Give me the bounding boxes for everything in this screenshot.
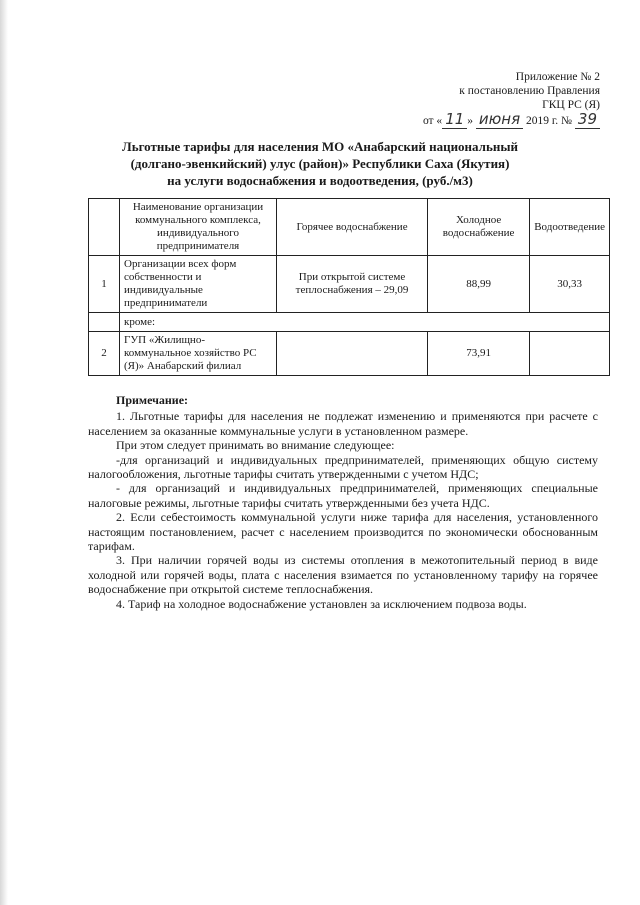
table-row (89, 332, 610, 376)
note-paragraph: -для организаций и индивидуальных предпринимателей, применяющих общую систему налогообложения, льготные тарифы считать утвержденными с учетом НДС; (88, 452, 598, 482)
note-paragraph: 2. Если себестоимость коммунальной услуги ниже тарифа для населения, установленного настоящим постановлением, расчет с населением производится по экономически обоснованным тарифам. (88, 510, 598, 554)
title-line3: на услуги водоснабжения и водоотведения, (руб./м3) (167, 173, 473, 188)
row-number: 2 (89, 332, 120, 376)
annex-line2: к постановлению Правления (459, 85, 600, 97)
title-line1: Льготные тарифы для населения МО «Анабарский национальный (122, 139, 518, 154)
row-hot-water (277, 332, 428, 376)
notes-section (88, 393, 598, 611)
header-cell-sewerage: Водоотведение (530, 199, 610, 256)
date-mid: » (467, 115, 474, 127)
header-cell-cold-water: Холодное водоснабжение (428, 199, 530, 256)
header-cell-num (89, 199, 120, 256)
header-cell-org: Наименование организации коммунального комплекса, индивидуального предпринимателя (120, 199, 277, 256)
note-paragraph: 1. Льготные тарифы для населения не подлежат изменению и применяются при расчете с населением за оказанные коммунальные услуги в установленном размере. (88, 409, 598, 438)
date-month: июня (476, 110, 523, 129)
except-label: кроме: (120, 313, 610, 332)
row-org: ГУП «Жилищно-коммунальное хозяйство РС (Я)» Анабарский филиал (120, 332, 277, 376)
except-row (89, 313, 610, 332)
notes-heading: Примечание: (116, 393, 189, 407)
document-title (80, 138, 560, 189)
annex-date-line (423, 112, 600, 128)
row-sewerage: 30,33 (530, 256, 610, 313)
title-line2: (долгано-эвенкийский) улус (район)» Республики Саха (Якутия) (130, 156, 510, 171)
tariff-table (88, 198, 610, 376)
annex-header (423, 70, 600, 128)
table-header-row (89, 199, 610, 256)
scan-edge-shadow (0, 0, 8, 905)
note-paragraph: При этом следует принимать во внимание следующее: (116, 438, 395, 453)
row-number: 1 (89, 256, 120, 313)
date-day: 11 (442, 110, 467, 129)
table-row (89, 256, 610, 313)
date-year: 2019 г. № (526, 115, 573, 127)
date-prefix: от « (422, 115, 443, 127)
row-cold-water: 88,99 (428, 256, 530, 313)
annex-title: Приложение № 2 (515, 71, 600, 83)
note-paragraph: 4. Тариф на холодное водоснабжение установлен за исключением подвоза воды. (116, 596, 527, 611)
except-row-num (89, 313, 120, 332)
note-paragraph: - для организаций и индивидуальных предпринимателей, применяющих специальные налоговые режимы, льготные тарифы считать утвержденными без учета НДС. (88, 481, 598, 510)
row-org: Организации всех форм собственности и индивидуальные предприниматели (120, 256, 277, 313)
row-hot-water: При открытой системе теплоснабжения – 29,09 (277, 256, 428, 313)
date-number: 39 (575, 110, 600, 129)
note-paragraph: 3. При наличии горячей воды из системы отопления в межотопительный период в виде холодной или горячей воды, плата с населения взимается по установленному тарифу на горячее водоснабжение при открытой системе теплоснабжения. (88, 553, 598, 597)
annex-org: ГКЦ РС (Я) (542, 99, 600, 111)
header-cell-hot-water: Горячее водоснабжение (277, 199, 428, 256)
row-cold-water: 73,91 (428, 332, 530, 376)
row-sewerage (530, 332, 610, 376)
